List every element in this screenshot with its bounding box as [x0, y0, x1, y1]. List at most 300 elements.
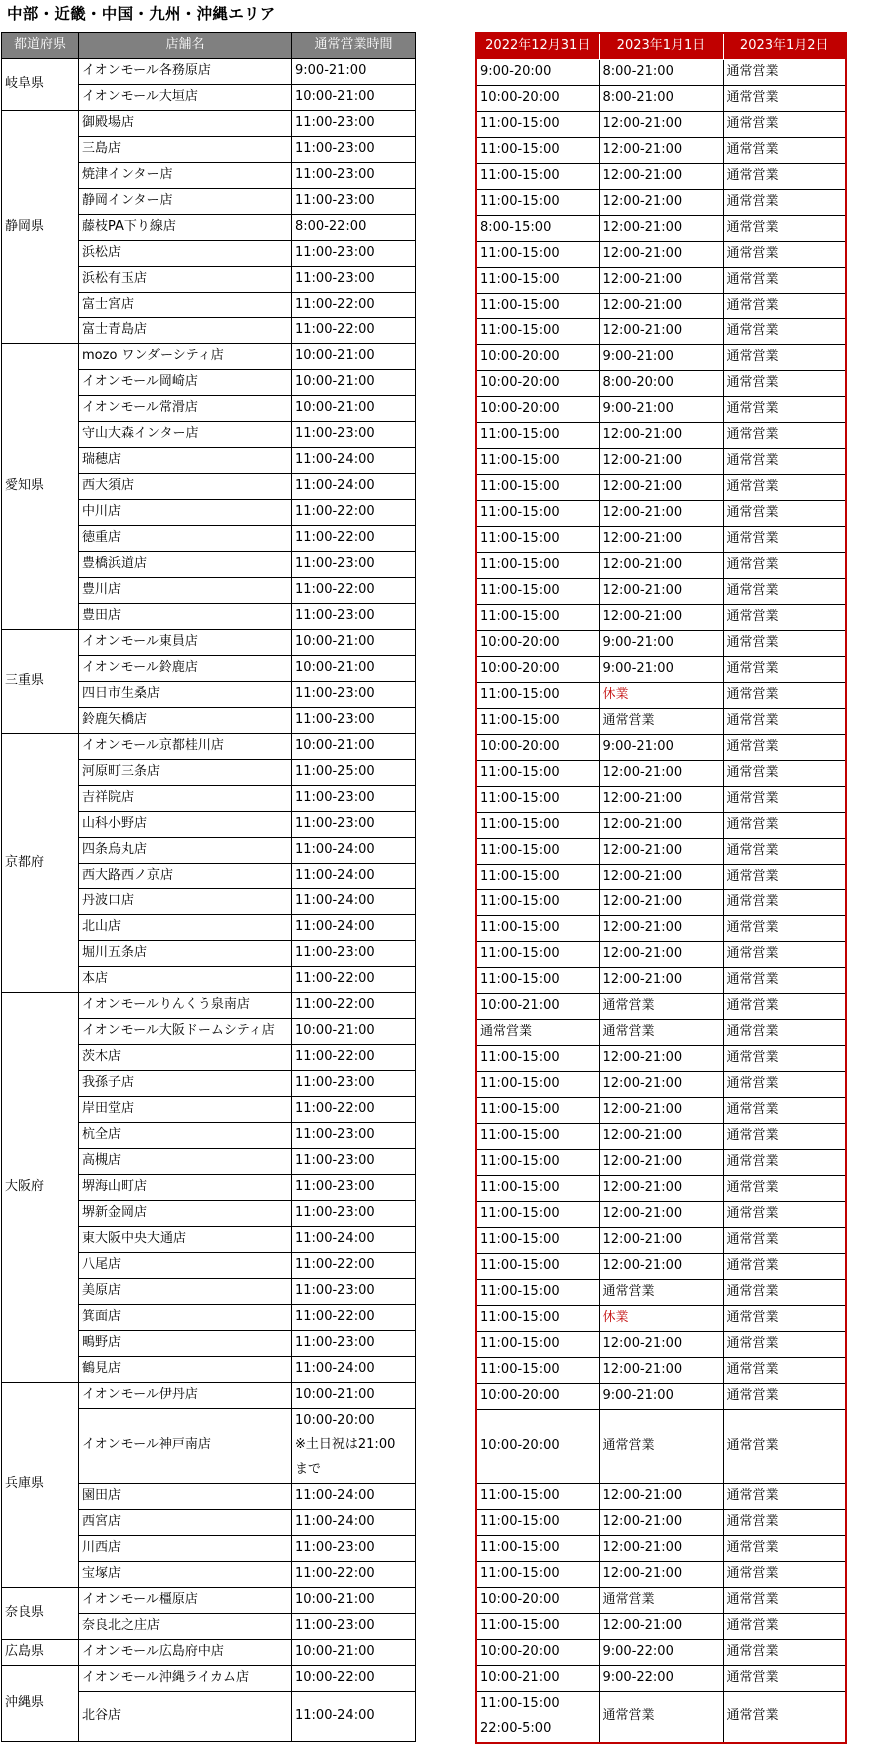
- store-name-cell: 藤枝PA下り線店: [79, 214, 292, 240]
- dec31-hours-cell: 10:00-20:00: [476, 397, 599, 423]
- jan2-hours-cell: 通常営業: [723, 527, 846, 553]
- store-name-cell: 瑞穂店: [79, 448, 292, 474]
- table-row: [2, 1666, 416, 1692]
- dec31-hours-cell: 11:00-15:00: [476, 1124, 599, 1150]
- jan2-hours-cell: 通常営業: [723, 137, 846, 163]
- normal-hours-cell: 11:00-23:00: [292, 941, 416, 967]
- dec31-hours-cell: 10:00-20:00: [476, 734, 599, 760]
- dec31-hours-cell: 11:00-15:00: [476, 137, 599, 163]
- dec31-hours-cell: 11:00-15:00: [476, 319, 599, 345]
- normal-hours-cell: 11:00-23:00: [292, 1614, 416, 1640]
- normal-hours-cell: 10:00-21:00: [292, 396, 416, 422]
- store-name-cell: イオンモール伊丹店: [79, 1382, 292, 1408]
- jan1-hours-cell: 12:00-21:00: [599, 293, 723, 319]
- store-name-cell: 富士宮店: [79, 292, 292, 318]
- store-name-cell: 本店: [79, 967, 292, 993]
- normal-hours-cell: 10:00-21:00: [292, 1019, 416, 1045]
- dec31-hours-cell: 11:00-15:00: [476, 1253, 599, 1279]
- table-row: [476, 397, 846, 423]
- dec31-hours-cell: 11:00-15:00: [476, 1510, 599, 1536]
- jan1-hours-cell: 12:00-21:00: [599, 215, 723, 241]
- jan2-hours-cell: 通常営業: [723, 241, 846, 267]
- dec31-hours-cell: 10:00-20:00: [476, 1383, 599, 1409]
- store-name-cell: イオンモール広島府中店: [79, 1640, 292, 1666]
- store-name-cell: 豊川店: [79, 578, 292, 604]
- jan2-hours-cell: 通常営業: [723, 838, 846, 864]
- normal-hours-cell: 10:00-21:00: [292, 84, 416, 110]
- table-row: [2, 344, 416, 370]
- jan2-hours-cell: 通常営業: [723, 1227, 846, 1253]
- normal-hours-cell: 10:00-21:00: [292, 370, 416, 396]
- jan2-hours-cell: 通常営業: [723, 1305, 846, 1331]
- store-name-cell: イオンモール京都桂川店: [79, 733, 292, 759]
- jan2-hours-cell: 通常営業: [723, 1279, 846, 1305]
- dec31-hours-cell: 11:00-15:00: [476, 1357, 599, 1383]
- store-name-cell: 焼津インター店: [79, 162, 292, 188]
- dec31-hours-cell: 11:00-15:00: [476, 890, 599, 916]
- jan1-hours-cell: 12:00-21:00: [599, 111, 723, 137]
- table-row: [476, 656, 846, 682]
- dec31-hours-cell: 10:00-20:00: [476, 371, 599, 397]
- jan1-hours-cell: 12:00-21:00: [599, 1331, 723, 1357]
- table-row: [476, 1227, 846, 1253]
- jan2-hours-cell: 通常営業: [723, 371, 846, 397]
- normal-hours-cell: 11:00-24:00: [292, 889, 416, 915]
- table-row: [476, 501, 846, 527]
- store-name-cell: 宝塚店: [79, 1562, 292, 1588]
- jan1-hours-cell: 9:00-21:00: [599, 656, 723, 682]
- normal-hours-cell: 11:00-24:00: [292, 1510, 416, 1536]
- jan1-hours-cell: 12:00-21:00: [599, 267, 723, 293]
- dec31-hours-cell: 11:00-15:00: [476, 1484, 599, 1510]
- jan1-hours-cell: 12:00-21:00: [599, 760, 723, 786]
- prefecture-cell: 兵庫県: [2, 1382, 79, 1588]
- table-row: [476, 111, 846, 137]
- dec31-hours-cell: 11:00-15:00: [476, 968, 599, 994]
- dec31-hours-cell: 11:00-15:00: [476, 1331, 599, 1357]
- store-name-cell: 富士青島店: [79, 318, 292, 344]
- dec31-hours-cell: 9:00-20:00: [476, 59, 599, 85]
- dec31-hours-cell: 11:00-15:00: [476, 916, 599, 942]
- jan2-hours-cell: 通常営業: [723, 1046, 846, 1072]
- prefecture-cell: 愛知県: [2, 344, 79, 629]
- jan1-hours-cell: 12:00-21:00: [599, 968, 723, 994]
- normal-hours-cell: 11:00-23:00: [292, 707, 416, 733]
- jan1-hours-cell: 12:00-21:00: [599, 553, 723, 579]
- jan1-hours-cell: 12:00-21:00: [599, 1149, 723, 1175]
- table-row: [476, 449, 846, 475]
- jan2-hours-cell: 通常営業: [723, 1614, 846, 1640]
- table-row: [476, 1305, 846, 1331]
- header-jan1: 2023年1月1日: [599, 33, 723, 59]
- table-row: [2, 58, 416, 84]
- header-normal-hours: 通常営業時間: [292, 33, 416, 59]
- store-name-cell: 中川店: [79, 500, 292, 526]
- dec31-hours-cell: 11:00-15:00: [476, 838, 599, 864]
- jan2-hours-cell: 通常営業: [723, 1253, 846, 1279]
- table-row: [476, 708, 846, 734]
- jan2-hours-cell: 通常営業: [723, 397, 846, 423]
- jan2-hours-cell: 通常営業: [723, 1588, 846, 1614]
- store-name-cell: 徳重店: [79, 526, 292, 552]
- table-row: [476, 475, 846, 501]
- jan2-hours-cell: 通常営業: [723, 59, 846, 85]
- normal-hours-cell: 11:00-23:00: [292, 811, 416, 837]
- dec31-hours-cell: 11:00-15:00: [476, 786, 599, 812]
- dec31-hours-cell: 11:00-15:00: [476, 553, 599, 579]
- normal-hours-cell: 11:00-23:00: [292, 422, 416, 448]
- normal-hours-cell: 11:00-23:00: [292, 681, 416, 707]
- dec31-hours-cell: 11:00-15:00: [476, 501, 599, 527]
- jan2-hours-cell: 通常営業: [723, 1562, 846, 1588]
- dec31-hours-cell: 11:00-15:00: [476, 1614, 599, 1640]
- jan1-hours-cell: 12:00-21:00: [599, 1253, 723, 1279]
- jan1-hours-cell: 9:00-21:00: [599, 397, 723, 423]
- normal-hours-cell: 10:00-21:00: [292, 733, 416, 759]
- normal-hours-cell: 10:00-22:00: [292, 1666, 416, 1692]
- store-name-cell: 河原町三条店: [79, 759, 292, 785]
- store-name-cell: 豊田店: [79, 603, 292, 629]
- jan1-hours-cell: 通常営業: [599, 1409, 723, 1484]
- dec31-hours-cell: 10:00-20:00: [476, 630, 599, 656]
- dec31-hours-cell: 11:00-15:00: [476, 423, 599, 449]
- prefecture-cell: 広島県: [2, 1640, 79, 1666]
- table-row: [476, 1383, 846, 1409]
- normal-hours-cell: 11:00-23:00: [292, 1278, 416, 1304]
- jan2-hours-cell: 通常営業: [723, 215, 846, 241]
- dec31-hours-cell: 11:00-15:00: [476, 1046, 599, 1072]
- jan1-hours-cell: 12:00-21:00: [599, 864, 723, 890]
- jan2-hours-cell: 通常営業: [723, 890, 846, 916]
- dec31-hours-cell: 11:00-15:00: [476, 293, 599, 319]
- normal-hours-cell: 11:00-23:00: [292, 603, 416, 629]
- jan1-hours-cell: 12:00-21:00: [599, 1510, 723, 1536]
- table-row: [2, 993, 416, 1019]
- table-row: [476, 1098, 846, 1124]
- jan1-hours-cell: 9:00-22:00: [599, 1666, 723, 1692]
- jan2-hours-cell: 通常営業: [723, 994, 846, 1020]
- store-name-cell: 西大路西ノ京店: [79, 863, 292, 889]
- jan2-hours-cell: 通常営業: [723, 553, 846, 579]
- store-name-cell: イオンモール各務原店: [79, 58, 292, 84]
- normal-hours-cell: 11:00-24:00: [292, 1356, 416, 1382]
- jan2-hours-cell: 通常営業: [723, 812, 846, 838]
- jan2-hours-cell: 通常営業: [723, 968, 846, 994]
- store-name-cell: 四条烏丸店: [79, 837, 292, 863]
- dec31-hours-cell: 11:00-15:00: [476, 708, 599, 734]
- table-row: [476, 890, 846, 916]
- jan1-hours-cell: 9:00-21:00: [599, 1383, 723, 1409]
- store-name-cell: 丹波口店: [79, 889, 292, 915]
- jan1-hours-cell: 12:00-21:00: [599, 1098, 723, 1124]
- table-row: [476, 1331, 846, 1357]
- dec31-hours-cell: 11:00-15:00: [476, 1227, 599, 1253]
- store-name-cell: イオンモール神戸南店: [79, 1408, 292, 1484]
- dec31-hours-cell: 11:00-15:00: [476, 1305, 599, 1331]
- jan1-hours-cell: 9:00-21:00: [599, 734, 723, 760]
- jan1-hours-cell: 通常営業: [599, 1588, 723, 1614]
- jan2-hours-cell: 通常営業: [723, 916, 846, 942]
- jan2-hours-cell: 通常営業: [723, 475, 846, 501]
- store-name-cell: 奈良北之庄店: [79, 1614, 292, 1640]
- jan2-hours-cell: 通常営業: [723, 449, 846, 475]
- jan1-hours-cell: 通常営業: [599, 1691, 723, 1742]
- table-row: [476, 1666, 846, 1692]
- normal-hours-cell: 11:00-23:00: [292, 188, 416, 214]
- store-name-cell: 西宮店: [79, 1510, 292, 1536]
- jan1-hours-cell: 8:00-21:00: [599, 59, 723, 85]
- jan1-hours-cell: 12:00-21:00: [599, 163, 723, 189]
- store-name-cell: 浜松有玉店: [79, 266, 292, 292]
- jan2-hours-cell: 通常営業: [723, 864, 846, 890]
- normal-hours-cell: 11:00-23:00: [292, 1148, 416, 1174]
- jan2-hours-cell: 通常営業: [723, 1640, 846, 1666]
- jan1-hours-cell: 12:00-21:00: [599, 890, 723, 916]
- normal-hours-cell: 10:00-21:00: [292, 629, 416, 655]
- normal-hours-cell: 10:00-21:00: [292, 1640, 416, 1666]
- jan1-hours-cell: 12:00-21:00: [599, 1124, 723, 1150]
- table-row: [476, 553, 846, 579]
- dec31-hours-cell: 8:00-15:00: [476, 215, 599, 241]
- jan1-hours-cell: 12:00-21:00: [599, 1614, 723, 1640]
- table-row: [476, 1562, 846, 1588]
- dec31-hours-cell: 11:00-15:00: [476, 1201, 599, 1227]
- jan2-hours-cell: 通常営業: [723, 1536, 846, 1562]
- table-header-row: [476, 33, 846, 59]
- normal-hours-cell: 10:00-20:00 ※土日祝は21:00 まで: [292, 1408, 416, 1484]
- jan1-hours-cell: 12:00-21:00: [599, 579, 723, 605]
- normal-hours-cell: 11:00-23:00: [292, 1200, 416, 1226]
- holiday-hours-table: [475, 32, 847, 1744]
- jan2-hours-cell: 通常営業: [723, 786, 846, 812]
- jan1-hours-cell: 12:00-21:00: [599, 1536, 723, 1562]
- jan1-hours-cell: 12:00-21:00: [599, 189, 723, 215]
- jan1-hours-cell: 12:00-21:00: [599, 241, 723, 267]
- table-row: [476, 734, 846, 760]
- table-row: [2, 733, 416, 759]
- table-row: [476, 1409, 846, 1484]
- dec31-hours-cell: 11:00-15:00: [476, 1279, 599, 1305]
- table-row: [476, 293, 846, 319]
- jan2-hours-cell: 通常営業: [723, 734, 846, 760]
- jan2-hours-cell: 通常営業: [723, 1357, 846, 1383]
- store-name-cell: 四日市生桑店: [79, 681, 292, 707]
- dec31-hours-cell: 10:00-20:00: [476, 85, 599, 111]
- store-name-cell: 北山店: [79, 915, 292, 941]
- normal-hours-cell: 10:00-21:00: [292, 655, 416, 681]
- table-row: [476, 1046, 846, 1072]
- jan1-hours-cell: 9:00-21:00: [599, 345, 723, 371]
- table-row: [476, 1175, 846, 1201]
- table-row: [476, 319, 846, 345]
- normal-hours-cell: 11:00-25:00: [292, 759, 416, 785]
- store-name-cell: 山科小野店: [79, 811, 292, 837]
- dec31-hours-cell: 11:00-15:00: [476, 189, 599, 215]
- normal-hours-cell: 11:00-24:00: [292, 474, 416, 500]
- jan2-hours-cell: 通常営業: [723, 1409, 846, 1484]
- store-name-cell: 岸田堂店: [79, 1097, 292, 1123]
- normal-hours-cell: 11:00-24:00: [292, 915, 416, 941]
- dec31-hours-cell: 11:00-15:00: [476, 163, 599, 189]
- normal-hours-cell: 11:00-24:00: [292, 1484, 416, 1510]
- jan2-hours-cell: 通常営業: [723, 1484, 846, 1510]
- table-row: [476, 423, 846, 449]
- store-name-cell: 守山大森インター店: [79, 422, 292, 448]
- store-name-cell: 北谷店: [79, 1692, 292, 1742]
- header-dec31: 2022年12月31日: [476, 33, 599, 59]
- jan2-hours-cell: 通常営業: [723, 85, 846, 111]
- jan2-hours-cell: 通常営業: [723, 423, 846, 449]
- store-name-cell: 高槻店: [79, 1148, 292, 1174]
- dec31-hours-cell: 10:00-20:00: [476, 1409, 599, 1484]
- table-row: [476, 1614, 846, 1640]
- table-row: [476, 345, 846, 371]
- normal-hours-cell: 11:00-22:00: [292, 526, 416, 552]
- jan1-hours-cell: 12:00-21:00: [599, 786, 723, 812]
- store-name-cell: イオンモール鈴鹿店: [79, 655, 292, 681]
- store-name-cell: 西大須店: [79, 474, 292, 500]
- store-name-cell: 静岡インター店: [79, 188, 292, 214]
- dec31-hours-cell: 11:00-15:00: [476, 449, 599, 475]
- store-name-cell: イオンモール東員店: [79, 629, 292, 655]
- normal-hours-cell: 11:00-22:00: [292, 500, 416, 526]
- jan2-hours-cell: 通常営業: [723, 1098, 846, 1124]
- store-name-cell: イオンモール常滑店: [79, 396, 292, 422]
- jan1-hours-cell: 12:00-21:00: [599, 501, 723, 527]
- table-row: [476, 1072, 846, 1098]
- normal-hours-cell: 11:00-23:00: [292, 1330, 416, 1356]
- dec31-hours-cell: 11:00-15:00: [476, 1562, 599, 1588]
- table-row: [476, 1149, 846, 1175]
- header-jan2: 2023年1月2日: [723, 33, 846, 59]
- dec31-hours-cell: 11:00-15:00: [476, 760, 599, 786]
- jan1-hours-cell: 9:00-21:00: [599, 630, 723, 656]
- jan2-hours-cell: 通常営業: [723, 656, 846, 682]
- store-name-cell: 堀川五条店: [79, 941, 292, 967]
- store-name-cell: 浜松店: [79, 240, 292, 266]
- store-name-cell: 三島店: [79, 136, 292, 162]
- table-header-row: [2, 33, 416, 59]
- jan1-hours-cell: 9:00-22:00: [599, 1640, 723, 1666]
- jan1-hours-cell: 通常営業: [599, 708, 723, 734]
- jan2-hours-cell: 通常営業: [723, 111, 846, 137]
- dec31-hours-cell: 11:00-15:00 22:00-5:00: [476, 1691, 599, 1742]
- dec31-hours-cell: 11:00-15:00: [476, 579, 599, 605]
- jan2-hours-cell: 通常営業: [723, 1020, 846, 1046]
- store-name-cell: 川西店: [79, 1536, 292, 1562]
- table-row: [476, 838, 846, 864]
- jan2-hours-cell: 通常営業: [723, 293, 846, 319]
- jan1-hours-cell: 12:00-21:00: [599, 137, 723, 163]
- jan1-hours-cell: 12:00-21:00: [599, 604, 723, 630]
- dec31-hours-cell: 11:00-15:00: [476, 864, 599, 890]
- jan1-hours-cell: 8:00-20:00: [599, 371, 723, 397]
- dec31-hours-cell: 11:00-15:00: [476, 1175, 599, 1201]
- jan2-hours-cell: 通常営業: [723, 942, 846, 968]
- table-row: [2, 1382, 416, 1408]
- table-row: [476, 1536, 846, 1562]
- jan2-hours-cell: 通常営業: [723, 1201, 846, 1227]
- jan2-hours-cell: 通常営業: [723, 604, 846, 630]
- store-name-cell: イオンモール橿原店: [79, 1588, 292, 1614]
- jan2-hours-cell: 通常営業: [723, 1124, 846, 1150]
- normal-hours-cell: 11:00-23:00: [292, 110, 416, 136]
- dec31-hours-cell: 10:00-20:00: [476, 1588, 599, 1614]
- store-name-cell: 鴫野店: [79, 1330, 292, 1356]
- normal-hours-cell: 11:00-23:00: [292, 162, 416, 188]
- normal-hours-cell: 11:00-23:00: [292, 240, 416, 266]
- prefecture-cell: 大阪府: [2, 993, 79, 1382]
- jan1-hours-cell: 12:00-21:00: [599, 1175, 723, 1201]
- jan1-hours-cell: 12:00-21:00: [599, 319, 723, 345]
- dec31-hours-cell: 11:00-15:00: [476, 1149, 599, 1175]
- store-name-cell: イオンモール大阪ドームシティ店: [79, 1019, 292, 1045]
- jan1-hours-cell: 休業: [599, 682, 723, 708]
- dec31-hours-cell: 10:00-20:00: [476, 656, 599, 682]
- jan1-hours-cell: 12:00-21:00: [599, 916, 723, 942]
- table-row: [476, 630, 846, 656]
- table-row: [2, 1588, 416, 1614]
- prefecture-cell: 岐阜県: [2, 58, 79, 110]
- store-name-cell: イオンモール大垣店: [79, 84, 292, 110]
- jan2-hours-cell: 通常営業: [723, 1072, 846, 1098]
- table-row: [2, 110, 416, 136]
- jan2-hours-cell: 通常営業: [723, 1149, 846, 1175]
- dec31-hours-cell: 11:00-15:00: [476, 1536, 599, 1562]
- jan1-hours-cell: 12:00-21:00: [599, 527, 723, 553]
- dec31-hours-cell: 10:00-20:00: [476, 345, 599, 371]
- page-title: 中部・近畿・中国・九州・沖縄エリア: [7, 5, 276, 23]
- jan2-hours-cell: 通常営業: [723, 630, 846, 656]
- dec31-hours-cell: 11:00-15:00: [476, 604, 599, 630]
- jan2-hours-cell: 通常営業: [723, 1691, 846, 1742]
- table-row: [476, 371, 846, 397]
- store-name-cell: 杭全店: [79, 1123, 292, 1149]
- normal-hours-cell: 11:00-22:00: [292, 1097, 416, 1123]
- table-row: [476, 968, 846, 994]
- jan1-hours-cell: 12:00-21:00: [599, 449, 723, 475]
- normal-hours-cell: 11:00-24:00: [292, 1692, 416, 1742]
- dec31-hours-cell: 11:00-15:00: [476, 682, 599, 708]
- prefecture-cell: 京都府: [2, 733, 79, 993]
- normal-hours-cell: 11:00-22:00: [292, 993, 416, 1019]
- table-row: [476, 1510, 846, 1536]
- table-row: [476, 267, 846, 293]
- store-name-cell: 御殿場店: [79, 110, 292, 136]
- table-row: [476, 760, 846, 786]
- dec31-hours-cell: 11:00-15:00: [476, 527, 599, 553]
- jan1-hours-cell: 12:00-21:00: [599, 1227, 723, 1253]
- table-row: [476, 1020, 846, 1046]
- table-row: [476, 1691, 846, 1742]
- store-name-cell: 東大阪中央大通店: [79, 1226, 292, 1252]
- normal-hours-cell: 11:00-23:00: [292, 1174, 416, 1200]
- store-name-cell: 我孫子店: [79, 1071, 292, 1097]
- jan2-hours-cell: 通常営業: [723, 1175, 846, 1201]
- jan2-hours-cell: 通常営業: [723, 1331, 846, 1357]
- dec31-hours-cell: 10:00-21:00: [476, 994, 599, 1020]
- dec31-hours-cell: 11:00-15:00: [476, 1072, 599, 1098]
- store-name-cell: 鶴見店: [79, 1356, 292, 1382]
- normal-hours-cell: 11:00-22:00: [292, 292, 416, 318]
- normal-hours-cell: 11:00-23:00: [292, 266, 416, 292]
- jan1-hours-cell: 12:00-21:00: [599, 1484, 723, 1510]
- store-name-cell: 堺海山町店: [79, 1174, 292, 1200]
- dec31-hours-cell: 11:00-15:00: [476, 111, 599, 137]
- normal-hours-cell: 11:00-24:00: [292, 863, 416, 889]
- jan2-hours-cell: 通常営業: [723, 345, 846, 371]
- jan2-hours-cell: 通常営業: [723, 579, 846, 605]
